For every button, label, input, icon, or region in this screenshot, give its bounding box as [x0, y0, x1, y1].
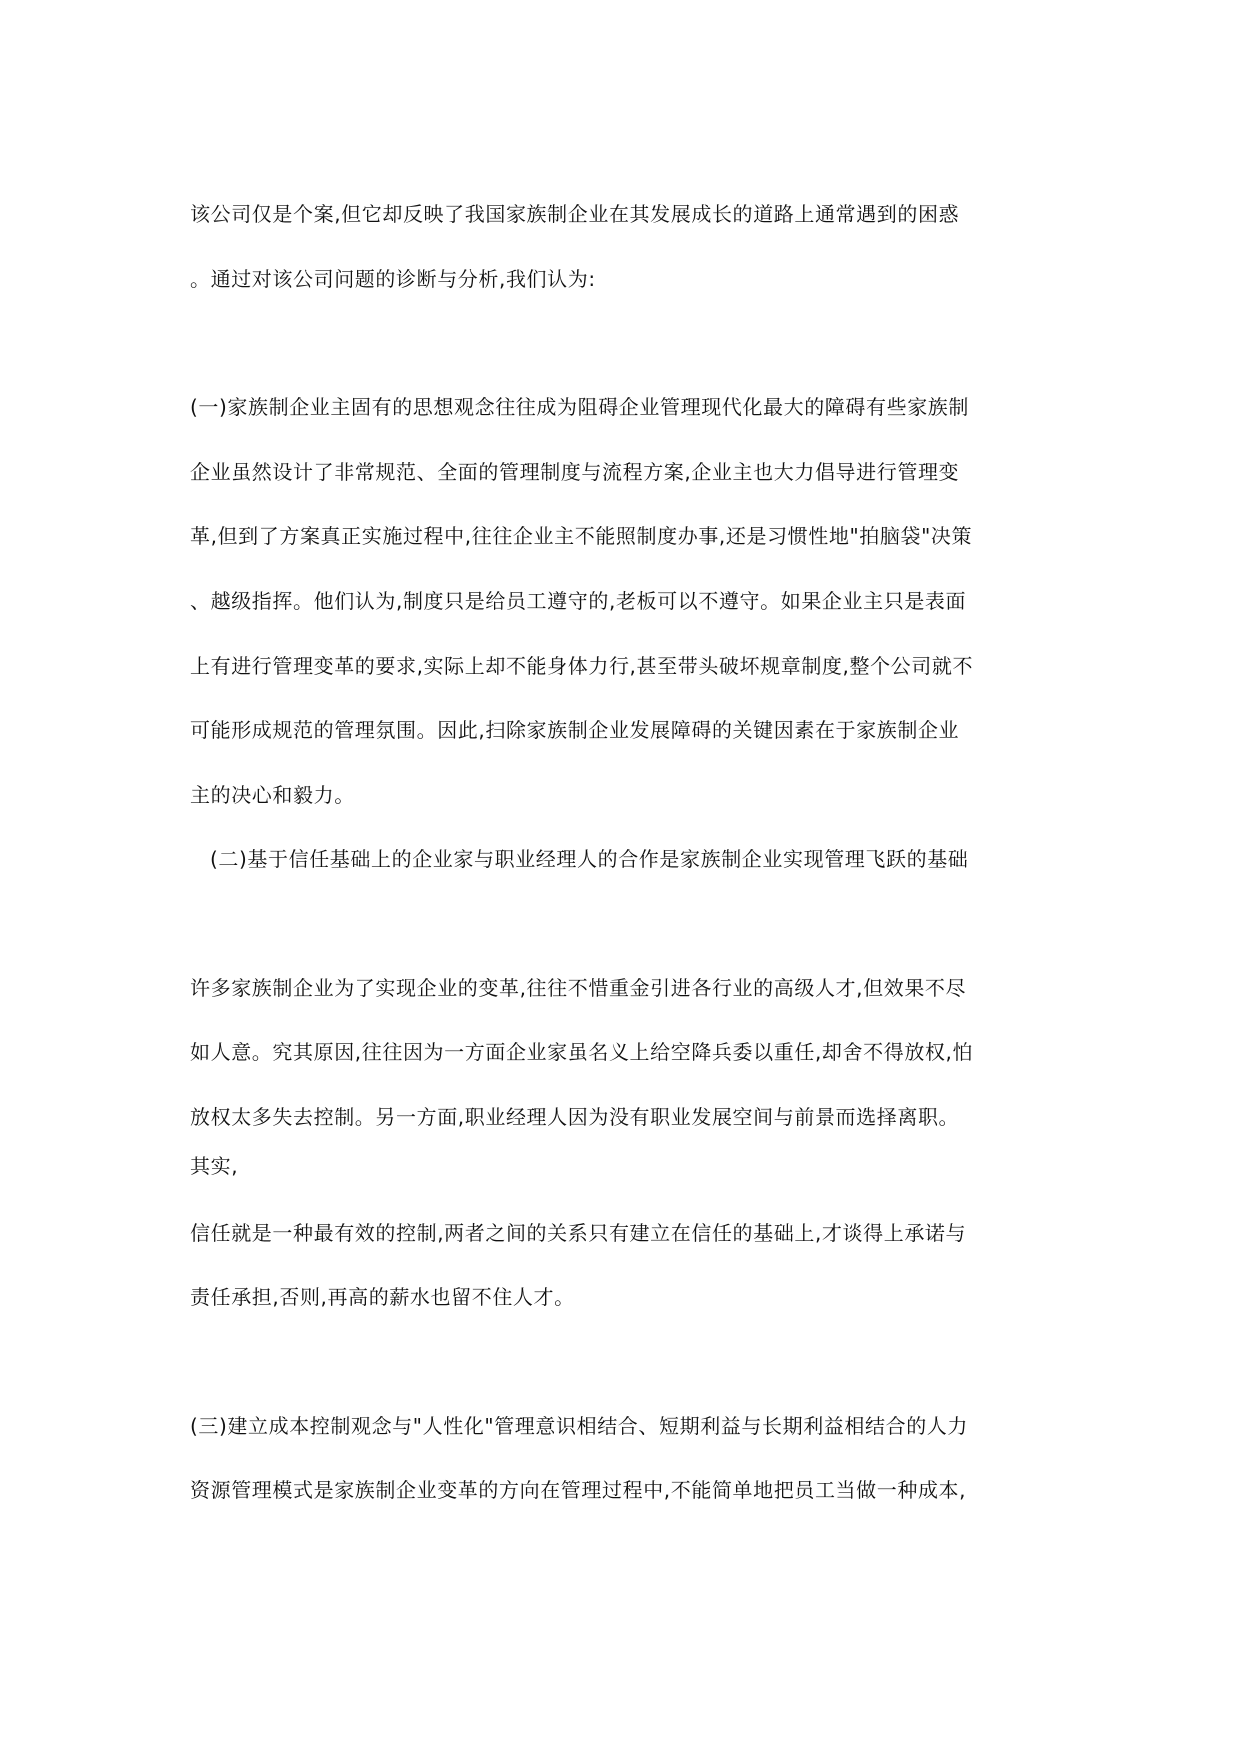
text-line-7: 上有进行管理变革的要求,实际上却不能身体力行,甚至带头破坏规章制度,整个公司就不 [190, 654, 974, 678]
text-line-1: 该公司仅是个案,但它却反映了我国家族制企业在其发展成长的道路上通常遇到的困惑 [190, 202, 960, 226]
text-line-9: 主的决心和毅力。 [190, 783, 355, 807]
text-line-5: 革,但到了方案真正实施过程中,往往企业主不能照制度办事,还是习惯性地"拍脑袋"决策 [190, 524, 973, 548]
section-heading-3: (三)建立成本控制观念与"人性化"管理意识相结合、短期利益与长期利益相结合的人力 [190, 1414, 969, 1438]
text-line-11: 许多家族制企业为了实现企业的变革,往往不惜重金引进各行业的高级人才,但效果不尽 [190, 976, 967, 1000]
text-line-8: 可能形成规范的管理氛围。因此,扫除家族制企业发展障碍的关键因素在于家族制企业 [190, 718, 960, 742]
text-line-18: 资源管理模式是家族制企业变革的方向在管理过程中,不能简单地把员工当做一种成本, [190, 1478, 967, 1502]
text-line-6: 、越级指挥。他们认为,制度只是给员工遵守的,老板可以不遵守。如果企业主只是表面 [190, 589, 967, 613]
text-line-16: 责任承担,否则,再高的薪水也留不住人才。 [190, 1285, 575, 1309]
text-line-4: 企业虽然设计了非常规范、全面的管理制度与流程方案,企业主也大力倡导进行管理变 [190, 460, 960, 484]
text-line-15: 信任就是一种最有效的控制,两者之间的关系只有建立在信任的基础上,才谈得上承诺与 [190, 1221, 967, 1245]
section-heading-2: (二)基于信任基础上的企业家与职业经理人的合作是家族制企业实现管理飞跃的基础 [210, 847, 969, 871]
text-line-12: 如人意。究其原因,往往因为一方面企业家虽名义上给空降兵委以重任,却舍不得放权,怕 [190, 1040, 974, 1064]
section-heading-1: (一)家族制企业主固有的思想观念往往成为阻碍企业管理现代化最大的障碍有些家族制 [190, 395, 970, 419]
text-line-2: 。通过对该公司问题的诊断与分析,我们认为: [190, 267, 596, 291]
text-line-14: 其实, [190, 1154, 239, 1178]
text-line-13: 放权太多失去控制。另一方面,职业经理人因为没有职业发展空间与前景而选择离职。 [190, 1105, 960, 1129]
